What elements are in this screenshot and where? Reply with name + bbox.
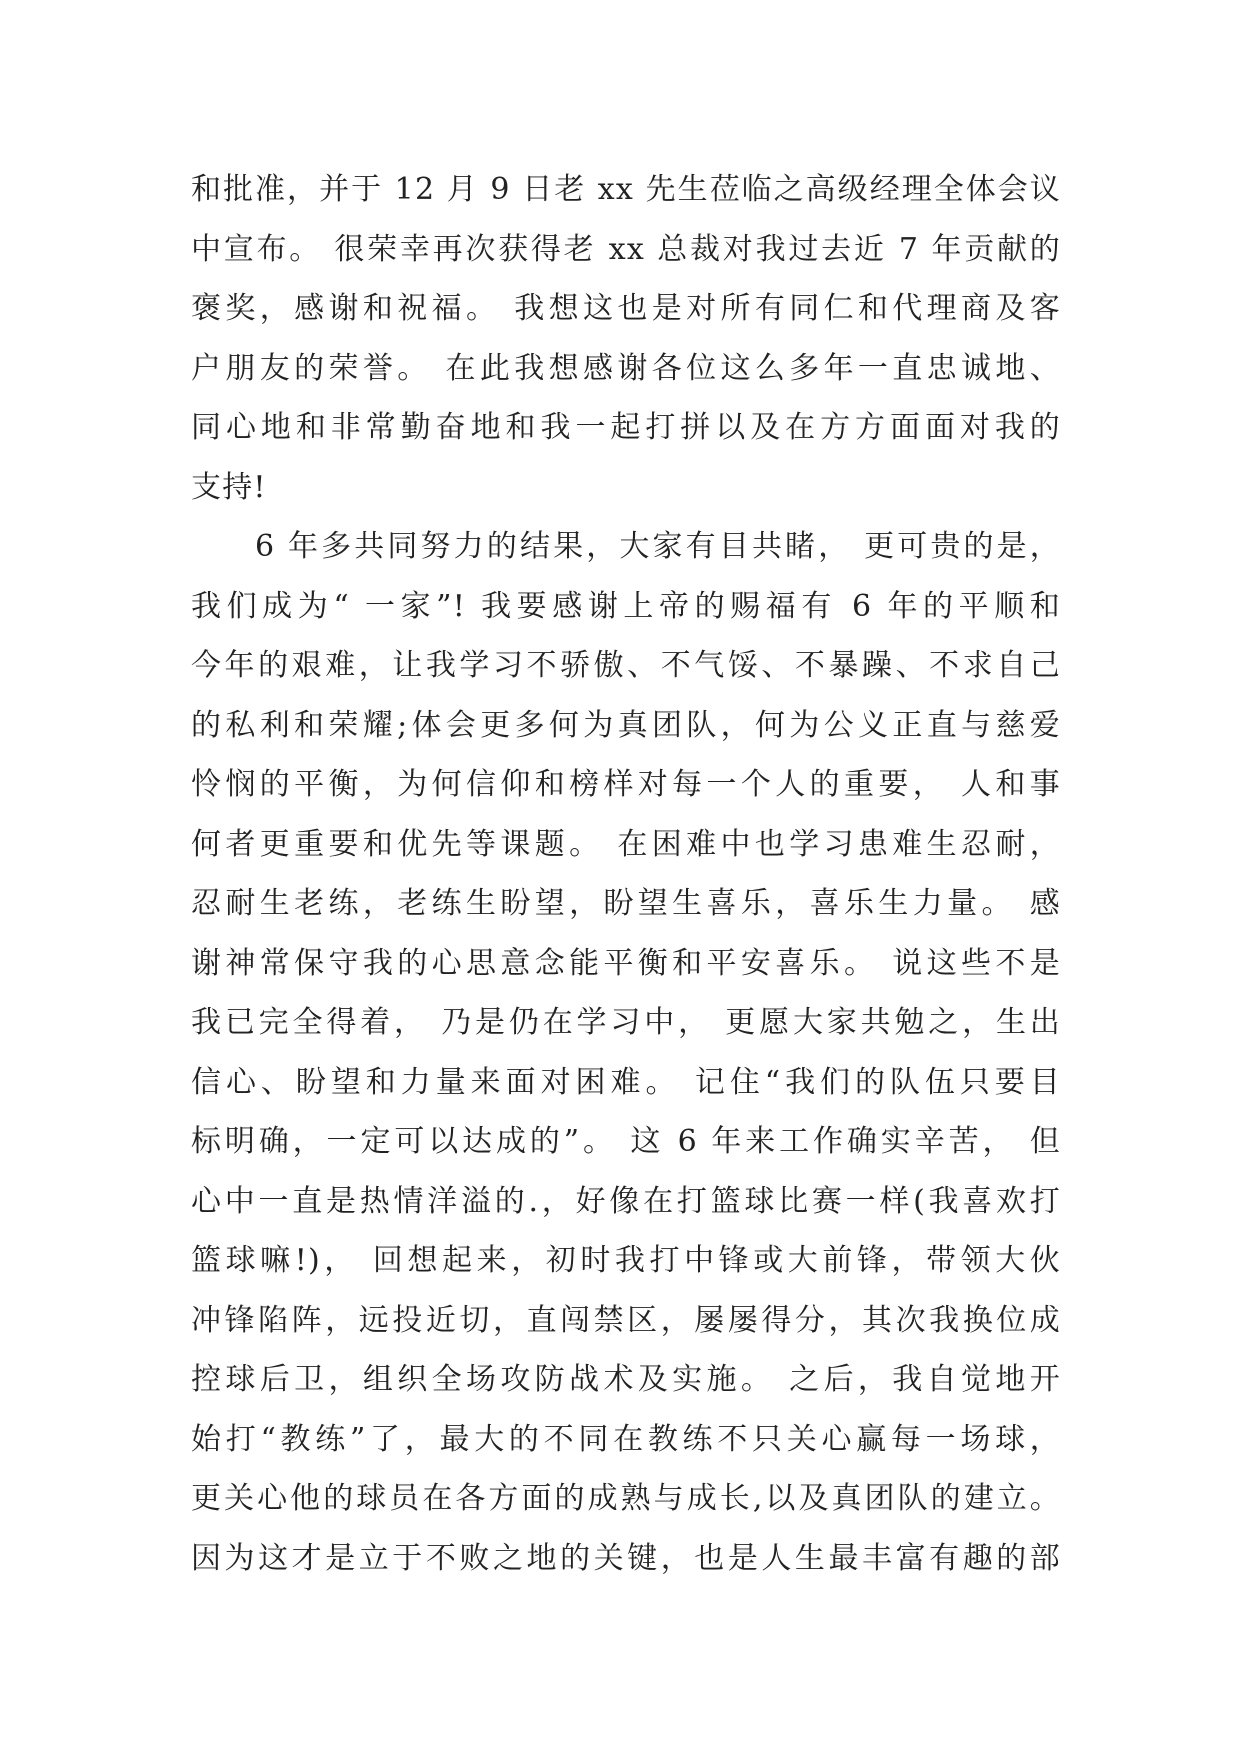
text-line: 始打“教练”了，最大的不同在教练不只关心赢每一场球， [191,1421,1061,1457]
text-line: 标明确，一定可以达成的”。 这 6 年来工作确实辛苦， 但 [191,1124,1061,1159]
text-line: 冲锋陷阵，远投近切，直闯禁区，屡屡得分，其次我换位成 [191,1302,1061,1338]
text-line: 我已完全得着， 乃是仍在学习中， 更愿大家共勉之，生出 [191,1005,1061,1040]
text-line: 户朋友的荣誉。 在此我想感谢各位这么多年一直忠诚地、 [191,350,1061,386]
text-line: 今年的艰难，让我学习不骄傲、不气馁、不暴躁、不求自己 [191,648,1061,683]
text-line: 忍耐生老练，老练生盼望，盼望生喜乐，喜乐生力量。 感 [191,886,1061,921]
text-line: 何者更重要和优先等课题。 在困难中也学习患难生忍耐， [191,826,1061,862]
text-line: 支持! [191,469,267,505]
text-line: 和批准，并于 12 月 9 日老 xx 先生莅临之高级经理全体会议 [191,172,1061,207]
text-line: 心中一直是热情洋溢的.，好像在打篮球比赛一样(我喜欢打 [191,1183,1061,1219]
text-line: 我们成为“ 一家”! 我要感谢上帝的赐福有 6 年的平顺和 [191,588,1061,624]
text-line: 褒奖，感谢和祝福。 我想这也是对所有同仁和代理商及客 [191,291,1061,326]
text-line: 信心、盼望和力量来面对困难。 记住“我们的队伍只要目 [191,1064,1061,1100]
text-line: 篮球嘛!)， 回想起来，初时我打中锋或大前锋，带领大伙 [191,1243,1061,1278]
text-line: 更关心他的球员在各方面的成熟与成长,以及真团队的建立。 [191,1481,1061,1516]
text-line: 控球后卫，组织全场攻防战术及实施。 之后，我自觉地开 [191,1362,1061,1397]
paragraph-first-line: 6 年多共同努力的结果，大家有目共睹， 更可贵的是， [255,529,1061,564]
text-line: 因为这才是立于不败之地的关键，也是人生最丰富有趣的部 [191,1540,1061,1576]
text-line: 谢神常保守我的心思意念能平衡和平安喜乐。 说这些不是 [191,945,1061,981]
text-line: 同心地和非常勤奋地和我一起打拼以及在方方面面对我的 [191,410,1061,445]
text-line: 怜悯的平衡，为何信仰和榜样对每一个人的重要， 人和事 [191,767,1061,802]
text-line: 中宣布。 很荣幸再次获得老 xx 总裁对我过去近 7 年贡献的 [191,231,1061,267]
body-text [191,160,1061,1588]
text-line: 的私利和荣耀;体会更多何为真团队，何为公义正直与慈爱 [191,707,1061,743]
